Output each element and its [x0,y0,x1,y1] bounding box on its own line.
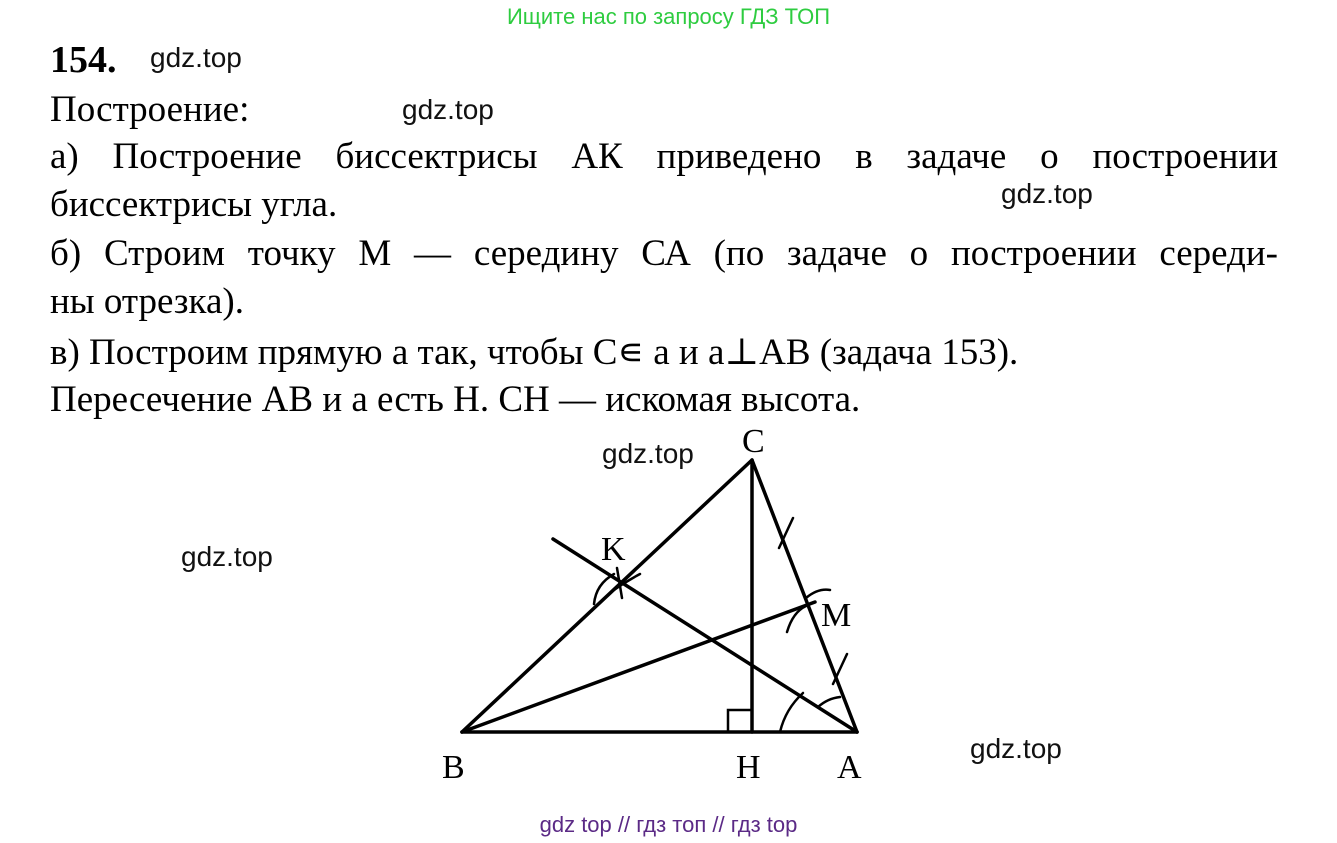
heading: Построение: [50,89,250,130]
watermark: gdz.top [970,733,1062,764]
text-line-1: а) Построение биссектрисы АК приведено в задаче о построении [50,136,1278,177]
search-banner: Ищите нас по запросу ГДЗ ТОП [506,4,831,29]
text-line-3: б) Строим точку М — середину СА (по задаче о построении середи- [50,233,1278,274]
text-line-5: в) Построим прямую а так, чтобы С∊ а и а⊥АВ (задача 153). [50,332,1019,373]
median-bm [462,602,815,732]
problem-number: 154. [50,39,117,81]
equal-tick [833,654,847,684]
side-ca [752,460,857,732]
point-label-m: M [821,597,852,634]
point-label-a: A [837,749,862,786]
text-line-6: Пересечение АВ и а есть Н. СН — искомая высота. [50,379,861,420]
text-line-4: ны отрезка). [50,281,244,322]
point-label-h: H [736,749,761,786]
side-bc [462,460,752,732]
footer-watermark: gdz top // гдз топ // гдз top [539,812,798,837]
text-line-2: биссектрисы угла. [50,184,338,225]
watermark: gdz.top [402,94,494,125]
angle-arc-inner [818,697,840,707]
point-label-c: C [742,423,765,460]
point-label-b: B [442,749,465,786]
angle-arc-outer [780,693,803,732]
point-label-k: K [601,531,626,568]
watermark: gdz.top [1001,178,1093,209]
right-angle-mark [728,710,752,732]
watermark: gdz.top [602,438,694,469]
bisector-ak [553,539,857,732]
watermark: gdz.top [150,42,242,73]
watermark: gdz.top [181,541,273,572]
